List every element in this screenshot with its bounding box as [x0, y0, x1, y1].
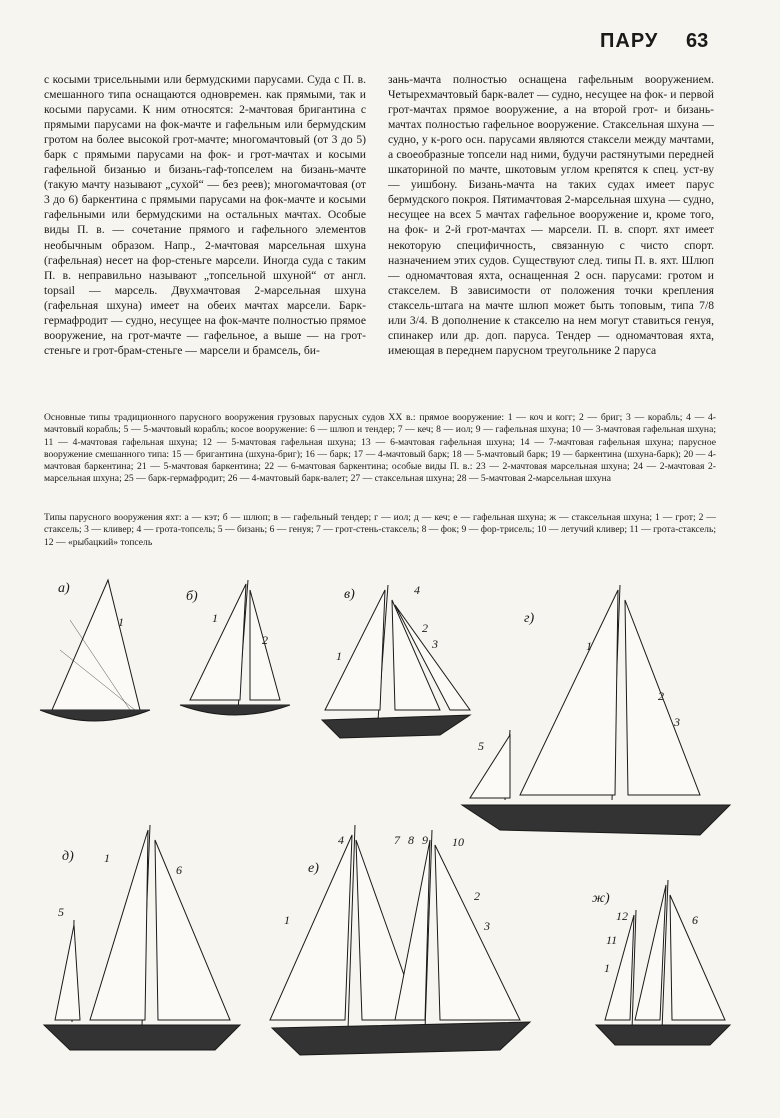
- running-header: [600, 30, 730, 56]
- caption-cargo-rigs-text: Основные типы традиционного парусного вооружения грузовых парусных судов XX в.: прямое вооружение: 1 — коч и когг; 2 — бриг; 3 — корабль; 4 — 4-мачтовый корабль; 5 — 5-мачтовый корабль; косое вооружение: 6 — шлюп и тендер; 7 — кеч; 8 — иол; 9 — гафельная шхуна; 10 — 3-мачтовая гафельная шхуна; 11 — 4-мачтовая гафельная шхуна; 12 — 5-мачтовая гафельная шхуна; 13 — 6-мачтовая гафельная шхуна; 14 — 7-мачтовая гафельная шхуна; парусное вооружение смешанного типа: 15 — бригантина (шхуна-бриг); 16 — барк; 17 — 4-мачтовый барк; 18 — 5-мачтовый барк; 19 — баркентина (шхуна-барк); 20 — 4-мачтовая баркентина; 21 — 5-мачтовая баркентина; 22 — 6-мачтовая баркентина; особые виды П. в.: 23 — 2-мачтовая марсельная шхуна; 24 — 2-мачтовая 2-марсельная шхуна; 25 — барк-гермафродит; 26 — 4-мачтовый барк-валет; 27 — стаксельная шхуна; 28 — 5-мачтовая 2-марсельная шхуна: [44, 412, 716, 485]
- left-column-text: с косыми трисельными или бермудскими парусами. Суда с П. в. смешанного типа оснащаются одновремен. как прямыми, так и косыми парусами. К ним относятся: 2-мачтовая бригантина с прямыми парусами на фок-мачте и гафельным или бермудским гротом на более высокой грот-мачте; многомачтовый (от 3 до 5) барк с прямыми парусами на фок- и грот-мачтах и косыми гафельной бизанью и бизань-гаф-топселем на бизань-мачте (такую мачту называют „сухой“ — без реев); многомачтовая (от 3 до 6) баркентина с прямыми парусами на фок-мачте и косыми гафельными или бермудскими на остальных мачтах. Особые виды П. в. — сочетание прямого и гафельного элементов необычным образом. Напр., 2-мачтовая марсельная шхуна (гафельная) несет на фор-стеньге марсели. Иногда суда с таким П. в. неправильно называют „топсельной шхуной“ от англ. topsail — марсель. Двухмачтовая 2-марсельная шхуна (гафельная шхуна) имеет на обеих мачтах марсели. Барк-гермафродит — судно, несущее на фок-мачте полностью прямое вооружение, на грот-мачте — гафельное, а выше — на грот-стеньге и грот-брам-стеньге — марсели и брамсель, би-: [44, 73, 366, 357]
- callout-e-9: 9: [422, 833, 428, 847]
- callout-g-2: 2: [658, 689, 664, 703]
- callout-zh-6: 6: [692, 913, 698, 927]
- yacht-e-gaff-schooner: [270, 825, 530, 1055]
- callout-e-1: 1: [284, 913, 290, 927]
- caption-cargo-rigs: [44, 412, 716, 486]
- callout-g-1: 1: [586, 639, 592, 653]
- callout-d-1: 1: [104, 851, 110, 865]
- callout-v-4: 4: [414, 583, 420, 597]
- caption-yacht-rigs: [44, 512, 716, 549]
- callout-d-5: 5: [58, 905, 64, 919]
- callout-v-1: 1: [336, 649, 342, 663]
- callout-e-4: 4: [338, 833, 344, 847]
- callout-zh-1: 1: [604, 961, 610, 975]
- callout-g-5: 5: [478, 739, 484, 753]
- callout-v-2: 2: [422, 621, 428, 635]
- callout-zh-11: 11: [606, 933, 618, 947]
- yacht-zh-staysail-schooner: [596, 880, 730, 1045]
- callout-b-2: 2: [262, 633, 268, 647]
- right-column-text: зань-мачта полностью оснащена гафельным вооружением. Четырехмачтовый барк-валет — судно, несущее на фок- и первой грот-мачтах прямое вооружение, а на второй грот- и бизань-мачтах полностью гафельное вооружение. Стаксельная шхуна — судно, у к-рого осн. парусами являются стаксели между мачтами, а своеобразные топсели над ними, будучи растянутыми передней шкаториной по мачте, шкотовым углом крепятся к спец. уст-ву — уишбону. Бизань-мачта на таких судах имеет парус бермудского покроя. Пятимачтовая 2-марсельная шхуна — судно, несущее на всех 5 мачтах гафельное вооружение и, кроме того, на фок- и 2-й грот-мачтах — марсели. П. в. спорт. яхт имеет некоторую специфичность, связанную с чисто спорт. назначением этих судов. Существуют след. типы П. в. яхт. Шлюп — одномачтовая яхта, оснащенная 2 осн. парусами: гротом и стакселем. В зависимости от положения точки крепления стаксель-штага на мачте шлюп может быть топовым, типа 7/8 или 3/4. В дополнение к стакселю на нем могут ставиться генуя, спинакер или др. доп. паруса. Тендер — одномачтовая яхта, имеющая в переднем парусном треугольнике 2 паруса: [388, 73, 714, 357]
- yacht-v-gaff-tender: [322, 585, 470, 738]
- label-zh: ж): [592, 891, 610, 906]
- yacht-rigs-figure: [0, 560, 780, 1118]
- callout-e-8: 8: [408, 833, 414, 847]
- callout-e-7: 7: [394, 833, 400, 847]
- yacht-g-yawl: [462, 585, 730, 835]
- callout-e-3: 3: [484, 919, 490, 933]
- label-d: д): [62, 849, 74, 864]
- label-v: в): [344, 587, 355, 602]
- callout-d-6: 6: [176, 863, 182, 877]
- callout-e-2: 2: [474, 889, 480, 903]
- callout-e-10: 10: [452, 835, 464, 849]
- label-a: а): [58, 581, 70, 596]
- label-g: г): [524, 611, 535, 626]
- caption-yacht-rigs-text: Типы парусного вооружения яхт: а — кэт; б — шлюп; в — гафельный тендер; г — иол; д — кеч; е — гафельная шхуна; ж — стаксельная шхуна; 1 — грот; 2 — стаксель; 3 — кливер; 4 — грота-топсель; 5 — бизань; 6 — генуя; 7 — грот-стень-стаксель; 8 — фок; 9 — фор-трисель; 10 — летучий кливер; 11 — грота-стаксель; 12 — «рыбацкий» топсель: [44, 512, 716, 548]
- yacht-a-cat: [40, 580, 150, 721]
- label-e: е): [308, 861, 319, 876]
- callout-g-3: 3: [674, 715, 680, 729]
- callout-v-3: 3: [432, 637, 438, 651]
- right-column: [388, 72, 714, 358]
- header-keyword: ПАРУ: [600, 30, 659, 52]
- callout-b-1: 1: [212, 611, 218, 625]
- label-b: б): [186, 589, 198, 604]
- callout-zh-12: 12: [616, 909, 628, 923]
- page-number: 63: [686, 30, 709, 52]
- callout-a-1: 1: [118, 615, 124, 629]
- left-column: [44, 72, 366, 358]
